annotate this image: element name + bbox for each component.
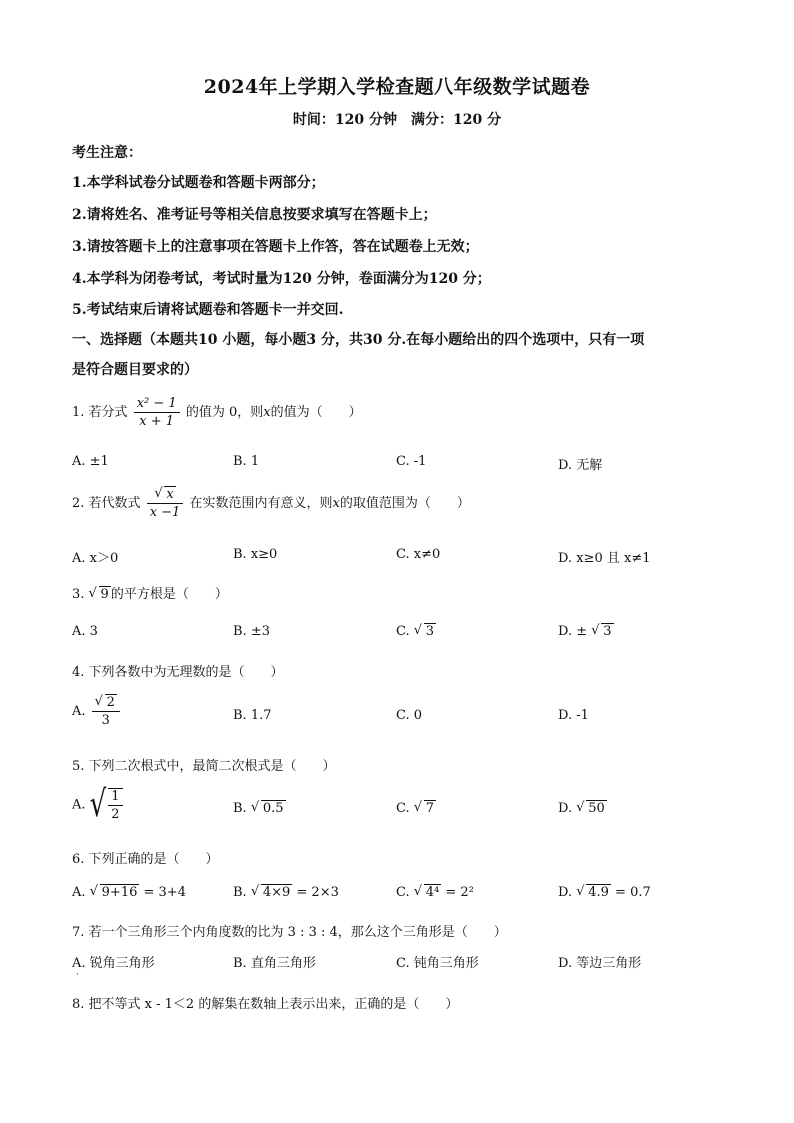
q2-option-b: B. x≥0 <box>233 547 278 562</box>
exam-time-score: 时间：120 分钟 满分：120 分 <box>292 112 502 128</box>
q1-fraction <box>134 396 180 429</box>
q4-option-a-radicand: 2 <box>106 695 115 710</box>
q2-var: x <box>332 496 340 511</box>
q1-suffix2: 的值为（ ） <box>270 405 362 420</box>
q5-option-c <box>396 801 436 816</box>
q5-option-c-radical <box>414 801 436 816</box>
q6-option-c-radicand: 4⁴ <box>425 885 440 900</box>
notice-item-2: 2.请将姓名、准考证号等相关信息按要求填写在答题卡上； <box>72 207 437 223</box>
q5-option-b-label: B. <box>233 801 251 816</box>
q2-suffix2: 的取值范围为（ ） <box>339 496 470 511</box>
q3-option-a: A. 3 <box>72 624 98 639</box>
notice-item-4: 4.本学科为闭卷考试，考试时量为120 分钟，卷面满分为120 分； <box>72 271 491 287</box>
q1-denominator: x + 1 <box>139 414 175 429</box>
q3-option-d-label: D. ± <box>558 624 592 639</box>
q6-option-b-rest: = 2×3 <box>292 885 339 900</box>
question-3 <box>72 583 228 602</box>
q7-option-b: B. 直角三角形 <box>233 956 316 971</box>
q6-option-d-label: D. <box>558 885 577 900</box>
q1-numerator: x² − 1 <box>134 396 180 413</box>
q3-option-c-radicand: 3 <box>425 624 435 639</box>
q4-option-a <box>72 695 122 728</box>
q4-option-d: D. -1 <box>558 708 589 723</box>
q6-option-a-rest: = 3+4 <box>139 885 186 900</box>
q2-fraction <box>147 487 184 520</box>
q5-option-a <box>72 784 125 826</box>
q2-denominator: x −1 <box>149 505 181 520</box>
q3-option-d-radicand: 3 <box>603 624 612 639</box>
q1-option-b: B. 1 <box>233 454 260 469</box>
q1-option-c: C. -1 <box>396 454 427 469</box>
q4-option-a-label: A. <box>72 704 90 719</box>
q4-option-b: B. 1.7 <box>233 708 272 723</box>
q4-option-c: C. 0 <box>396 708 423 723</box>
q6-option-b-label: B. <box>233 885 251 900</box>
q2-option-d: D. x≥0 且 x≠1 <box>558 551 651 566</box>
q5-option-d-label: D. <box>558 801 577 816</box>
exam-title: 2024年上学期入学检查题八年级数学试题卷 <box>203 76 591 98</box>
q5-option-d-radicand: 50 <box>588 801 605 816</box>
q5-option-a-fraction <box>108 788 122 822</box>
notice-heading: 考生注意： <box>72 145 142 161</box>
q3-radical <box>89 587 111 602</box>
q1-option-a: A. ±1 <box>72 454 109 469</box>
q2-option-c: C. x≠0 <box>396 547 441 562</box>
q6-option-a <box>72 885 186 900</box>
stray-dot-mark: · <box>76 970 79 980</box>
q5-option-b <box>233 801 286 816</box>
question-2 <box>72 487 470 520</box>
q6-option-d-rest: = 0.7 <box>610 885 651 900</box>
q7-option-d: D. 等边三角形 <box>558 956 642 971</box>
q5-option-a-numerator: 1 <box>108 789 122 806</box>
q6-option-a-label: A. <box>72 885 90 900</box>
q5-option-c-radicand: 7 <box>425 801 435 816</box>
q2-suffix1: 在实数范围内有意义，则 <box>189 496 333 511</box>
q4-option-a-numerator <box>92 695 120 712</box>
notice-item-3: 3.请按答题卡上的注意事项在答题卡上作答，答在试题卷上无效； <box>72 239 479 255</box>
q6-option-c-radical <box>414 885 441 900</box>
q6-option-b <box>233 885 339 900</box>
section-heading-line1: 一、选择题（本题共10 小题，每小题3 分，共30 分.在每小题给出的四个选项中，只有一项 <box>72 332 645 348</box>
q7-option-c: C. 钝角三角形 <box>396 956 479 971</box>
q6-option-b-radicand: 4×9 <box>262 885 291 900</box>
q3-prefix: 3. <box>72 587 89 602</box>
q5-option-a-label: A. <box>72 797 90 813</box>
q6-option-d-radical <box>576 885 611 900</box>
q4-option-a-fraction <box>92 695 120 728</box>
section-heading-line2: 是符合题目要求的） <box>72 362 198 378</box>
q2-option-a: A. x＞0 <box>72 551 119 566</box>
q5-option-a-radical-sign: √ <box>89 784 107 826</box>
q7-option-a: A. 锐角三角形 <box>72 956 155 971</box>
q3-suffix: 的平方根是（ ） <box>110 587 228 602</box>
question-5: 5. 下列二次根式中，最简二次根式是（ ） <box>72 759 336 774</box>
question-4: 4. 下列各数中为无理数的是（ ） <box>72 665 284 680</box>
q5-option-b-radical <box>251 801 286 816</box>
q5-option-a-denominator: 2 <box>111 807 120 822</box>
q6-option-a-radical <box>90 885 140 900</box>
q6-option-c-label: C. <box>396 885 414 900</box>
q5-option-d-radical <box>576 801 607 816</box>
q6-option-c <box>396 885 474 900</box>
q6-option-a-radicand: 9+16 <box>101 885 138 900</box>
q6-option-b-radical <box>251 885 292 900</box>
question-6: 6. 下列正确的是（ ） <box>72 852 219 867</box>
question-7: 7. 若一个三角形三个内角度数的比为 3 : 3 : 4，那么这个三角形是（ ） <box>72 925 507 940</box>
q3-option-c-radical <box>414 624 436 639</box>
q3-option-b: B. ±3 <box>233 624 270 639</box>
q3-option-c <box>396 624 436 639</box>
q2-radicand: x <box>166 487 174 502</box>
q3-radicand: 9 <box>100 587 109 602</box>
question-1 <box>72 396 362 429</box>
q3-option-d-radical <box>591 624 613 639</box>
q5-option-d <box>558 801 607 816</box>
notice-item-5: 5.考试结束后请将试题卷和答题卡一并交回. <box>72 302 344 318</box>
notice-item-1: 1.本学科试卷分试题卷和答题卡两部分； <box>72 175 325 191</box>
q1-suffix1: 的值为 0，则 <box>185 405 264 420</box>
q2-prefix: 2. 若代数式 <box>72 496 141 511</box>
q6-option-c-rest: = 2² <box>441 885 474 900</box>
question-8: 8. 把不等式 x - 1＜2 的解集在数轴上表示出来，正确的是（ ） <box>72 997 459 1012</box>
q1-prefix: 1. 若分式 <box>72 405 128 420</box>
q5-option-b-radicand: 0.5 <box>262 801 284 816</box>
q1-var: x <box>263 405 271 420</box>
q2-numerator <box>147 487 184 504</box>
q3-option-c-label: C. <box>396 624 414 639</box>
q6-option-d <box>558 885 651 900</box>
q4-option-a-denominator: 3 <box>101 713 110 728</box>
q1-option-d: D. 无解 <box>558 458 603 473</box>
q3-option-d <box>558 624 614 639</box>
q6-option-d-radicand: 4.9 <box>588 885 609 900</box>
q5-option-c-label: C. <box>396 801 414 816</box>
